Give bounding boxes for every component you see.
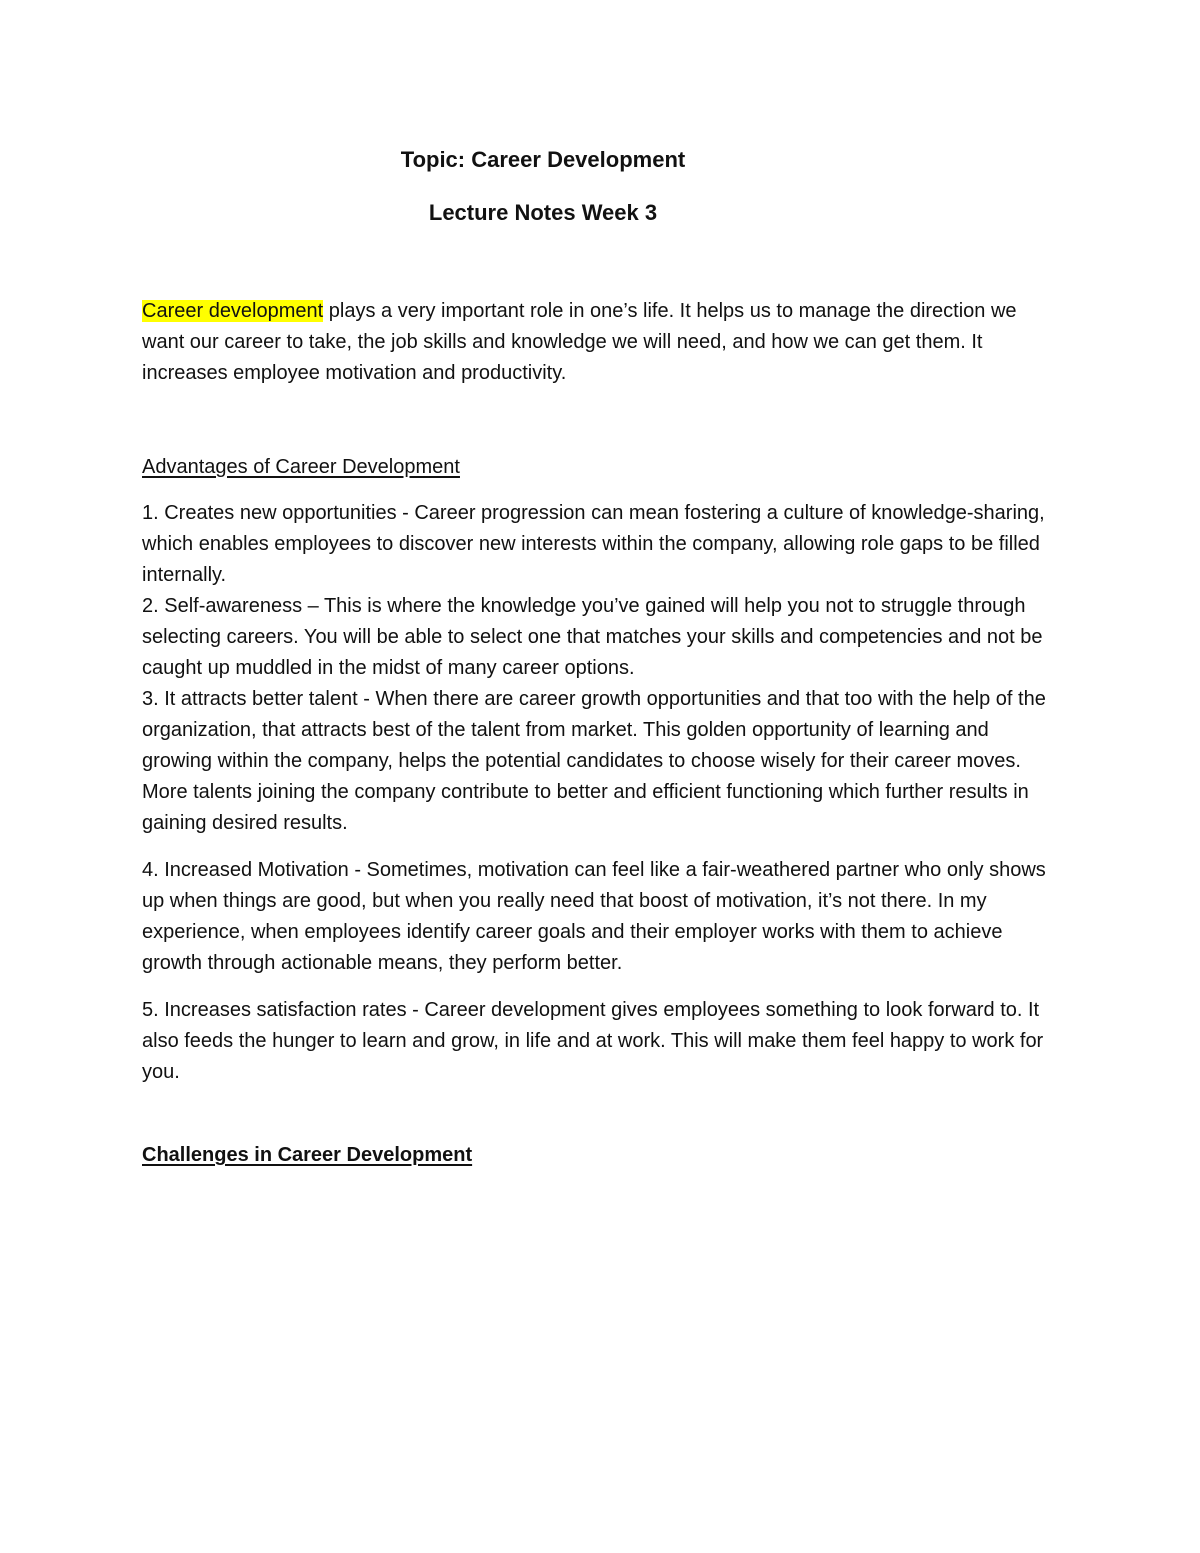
intro-paragraph (142, 296, 1062, 389)
list-item: 2. Self-awareness – This is where the knowledge you’ve gained will help you not to struggle through selecting careers. You will be able to select one that matches your skills and competencies and not be caught up muddled in the midst of many career options. (142, 595, 1043, 679)
document-subtitle: Lecture Notes Week 3 (428, 200, 658, 225)
advantages-heading: Advantages of Career Development (142, 456, 460, 478)
advantages-list (142, 498, 1062, 1088)
challenges-heading: Challenges in Career Development (142, 1144, 473, 1166)
list-item: 1. Creates new opportunities - Career progression can mean fostering a culture of knowledge-sharing, which enables employees to discover new interests within the company, allowing role gaps to be filled internally. (142, 502, 1045, 586)
list-item: 4. Increased Motivation - Sometimes, motivation can feel like a fair-weathered partner who only shows up when things are good, but when you really need that boost of motivation, it’s not there. In my experience, when employees identify career goals and their employer works with them to achieve growth through actionable means, they perform better. (142, 859, 1046, 974)
document-title: Topic: Career Development (400, 147, 686, 172)
intro-text: plays a very important role in one’s life. It helps us to manage the direction we want our career to take, the job skills and knowledge we will need, and how we can get them. It increases employee motivation and productivity. (142, 300, 1017, 384)
list-item: 3. It attracts better talent - When there are career growth opportunities and that too with the help of the organization, that attracts best of the talent from market. This golden opportunity of learning and growing within the company, helps the potential candidates to choose wisely for their career moves. More talents joining the company contribute to better and efficient functioning which further results in gaining desired results. (142, 688, 1046, 834)
list-item: 5. Increases satisfaction rates - Career development gives employees something to look forward to. It also feeds the hunger to learn and grow, in life and at work. This will make them feel happy to work for you. (142, 999, 1044, 1083)
highlighted-term: Career development (142, 300, 324, 322)
